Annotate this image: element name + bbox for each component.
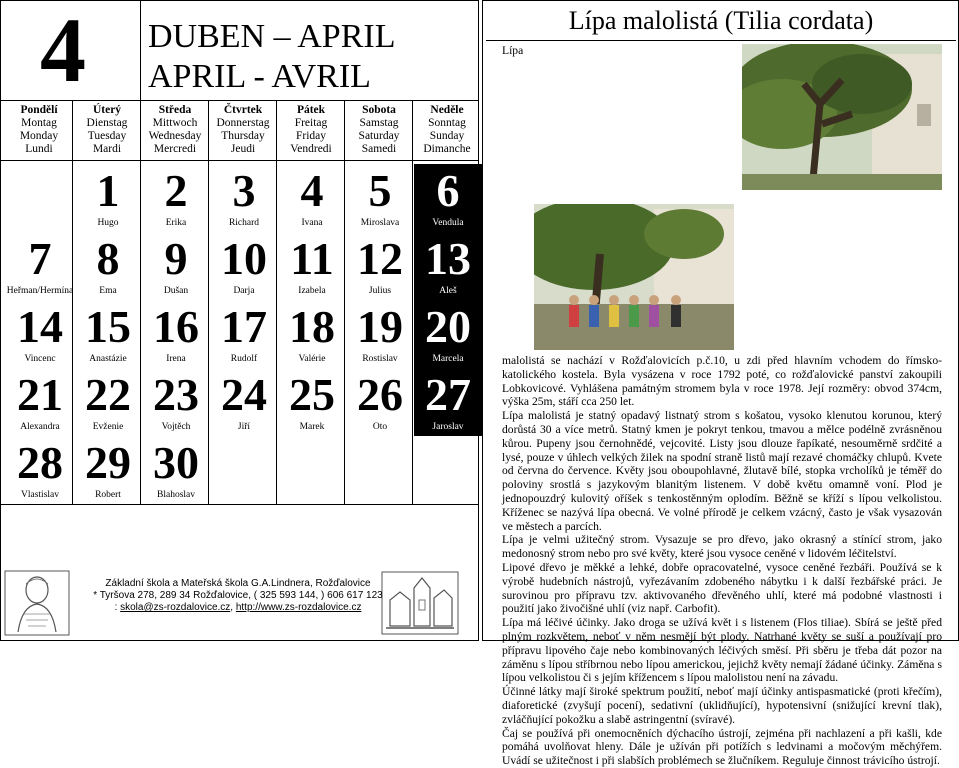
- day-number: 18: [289, 301, 335, 352]
- month-number: 4: [40, 0, 86, 101]
- day-number: 24: [221, 369, 267, 420]
- name-day: Hugo: [97, 218, 119, 228]
- name-day: Valérie: [298, 354, 326, 364]
- web-link[interactable]: http://www.zs-rozdalovice.cz: [235, 602, 362, 613]
- name-day: Darja: [233, 286, 255, 296]
- day-number: 2: [164, 165, 188, 216]
- day-number: 29: [85, 437, 131, 488]
- day-number: 5: [368, 165, 392, 216]
- article-frame: [482, 0, 959, 641]
- name-day: Robert: [95, 490, 121, 500]
- weekday-label-de: Freitag: [294, 117, 328, 129]
- day-number: 13: [425, 233, 471, 284]
- name-day: Miroslava: [360, 218, 400, 228]
- weekday-label-en: Saturday: [358, 130, 400, 142]
- weekday-label-fr: Vendredi: [290, 143, 332, 155]
- weekday-label-cz: Neděle: [430, 104, 464, 116]
- weekday-label-fr: Mardi: [92, 143, 122, 155]
- day-number: 15: [85, 301, 131, 352]
- weekday-label-de: Donnerstag: [216, 117, 270, 129]
- article-paragraph: Lípa malolistá se nachází v Rožďalovicích p.č.10, u zdi před hlavním vchodem do římsko-katolického kostela. Byla vysázena v roce 1792 poté, co rožďalovické panství zakoupili Lobkovicové. Vyhlášena památným stromem byla v roce 1978. Její rozměry: obvod 374cm, výška 25m, stáří cca 250 let.: [502, 44, 942, 409]
- day-number: 23: [153, 369, 199, 420]
- name-day: Rudolf: [230, 354, 258, 364]
- name-day: Vojtěch: [161, 422, 191, 432]
- name-day: Oto: [372, 422, 388, 432]
- weekday-label-fr: Mercredi: [153, 143, 197, 155]
- weekday-label-en: Sunday: [429, 130, 465, 142]
- article-paragraph: Lípa má léčivé účinky. Jako droga se užívá květ i s listenem (Flos tiliae). Sbírá se ještě před plným rozkvětem, neboť v něm nesmějí být plody. Natrhané květy se suší a používají pro přípravu lipového čaje nebo kombinovaných léčivých směsí. Při sběru je třeba dát pozor na záměnu s lípou stříbrnou nebo lípou americkou, jejichž květy nemají žádané účinky. Záměna s lípou velkolistou či s jejím křížencem s lípou malolistou není na závadu.: [502, 616, 942, 685]
- name-day: Anastázie: [89, 354, 127, 364]
- name-day: Julius: [368, 286, 392, 296]
- day-number: 10: [221, 233, 267, 284]
- day-number: 9: [164, 233, 188, 284]
- contact-prefix: :: [114, 602, 118, 613]
- day-number: 25: [289, 369, 335, 420]
- day-number: 12: [357, 233, 403, 284]
- name-day: Ema: [99, 286, 117, 296]
- name-day: Alexandra: [20, 422, 60, 432]
- day-number: 1: [96, 165, 120, 216]
- day-number: 16: [153, 301, 199, 352]
- day-number: 7: [28, 233, 52, 284]
- article-paragraph: Účinné látky mají široké spektrum použití, neboť mají účinky antispasmatické (proti křečím), diaforetické (zvyšují pocení), sedativní (uklidňující), hypotensivní (snižující krevní tlak), zvláčňující pokožku a slabě astringentní (svíravé).: [502, 685, 942, 726]
- day-number: 19: [357, 301, 403, 352]
- day-number: 20: [425, 301, 471, 352]
- article-paragraph: Lipové dřevo je měkké a lehké, dobře opracovatelné, vysoce ceněné řezbáři. Používá se k výrobě hudebních nástrojů, vyřezávaním zdobeného nábytku i k další řezbářské práci. Je surovinou pro přípravu tzv. aktivovaného dřevěného uhlí, které má podobné vlastnosti i použití jako živočišné uhlí (viz např. Carbofit).: [502, 560, 942, 616]
- day-number: 3: [232, 165, 256, 216]
- contact-separator: ,: [230, 602, 234, 613]
- name-day: Marcela: [432, 354, 464, 364]
- name-day: Rostislav: [362, 354, 398, 364]
- name-day: Marek: [299, 422, 325, 432]
- weekday-label-fr: Samedi: [361, 143, 397, 155]
- weekday-label-cz: Středa: [158, 104, 192, 116]
- day-number: 30: [153, 437, 199, 488]
- name-day: Vendula: [432, 218, 464, 228]
- month-title-1: DUBEN – APRIL: [148, 18, 396, 55]
- name-day: Richard: [228, 218, 260, 228]
- day-number: 6: [436, 165, 460, 216]
- school-name: Základní škola a Mateřská škola G.A.Lindnera, Rožďalovice: [105, 578, 371, 589]
- article-title: Lípa malolistá (Tilia cordata): [568, 6, 874, 35]
- weekday-label-en: Monday: [19, 130, 59, 142]
- article-paragraph: Lípa je velmi užitečný strom. Vysazuje se pro dřevo, jako okrasný a stínící strom, jako medonosný strom nebo pro své květy, které jsou vysoce ceněné v lidovém léčitelství.: [502, 533, 942, 561]
- name-day: Izabela: [298, 286, 326, 296]
- weekday-label-en: Thursday: [221, 130, 265, 142]
- name-day: Aleš: [439, 286, 457, 296]
- day-number: 22: [85, 369, 131, 420]
- weekday-label-en: Tuesday: [87, 130, 127, 142]
- day-number: 26: [357, 369, 403, 420]
- name-day: Erika: [165, 218, 187, 228]
- name-day: Vlastislav: [21, 490, 59, 500]
- email-link[interactable]: skola@zs-rozdalovice.cz: [120, 602, 231, 613]
- name-day: Ivana: [301, 218, 323, 228]
- day-number: 8: [96, 233, 120, 284]
- weekday-label-de: Montag: [21, 117, 57, 129]
- day-number: 27: [425, 369, 471, 420]
- weekday-label-en: Friday: [295, 130, 327, 142]
- weekday-label-cz: Čtvrtek: [223, 104, 263, 116]
- day-number: 14: [17, 301, 63, 352]
- school-address: * Tyršova 278, 289 34 Rožďalovice, ( 325 593 144, ) 606 617 123: [93, 590, 383, 601]
- name-day: Dušan: [163, 286, 189, 296]
- name-day: Vincenc: [24, 354, 56, 364]
- month-title-2: APRIL - AVRIL: [148, 58, 371, 95]
- weekday-label-cz: Sobota: [362, 104, 396, 116]
- article-paragraph: Čaj se používá při onemocněních dýchacího ústrojí, zejména při nachlazení a při kašli, kde pomáhá uvolňovat hleny. Dále je užíván při potížích s ledvinami a močovým měchýřem. Uvádí se užitečnost i při slabších problémech se žlučníkem. Reguluje činnost trávicího ústrojí.: [502, 726, 942, 768]
- name-day: Irena: [166, 354, 186, 364]
- weekday-label-en: Wednesday: [148, 130, 202, 142]
- weekday-label-cz: Úterý: [92, 104, 122, 116]
- weekday-label-de: Samstag: [359, 117, 399, 129]
- name-day: Heřman/Hermína: [6, 286, 74, 296]
- name-day: Jaroslav: [432, 422, 464, 432]
- weekday-label-de: Sonntag: [428, 117, 466, 129]
- day-number: 28: [17, 437, 63, 488]
- weekday-label-fr: Lundi: [25, 143, 53, 155]
- weekday-label-de: Dienstag: [86, 117, 128, 129]
- day-number: 11: [290, 233, 334, 284]
- weekday-label-de: Mittwoch: [152, 117, 198, 129]
- article-paragraph: Lípa malolistá je statný opadavý listnatý strom s košatou, vysoko klenutou korunou, který dorůstá 30 a více metrů. Statný kmen je pokryt tenkou, tmavou a mělce podélně zvrásněnou kůrou. Pupeny jsou černohnědé, vejcovité. Listy jsou dlouze řapíkaté, nesouměrně srdčité a lysé, pouze v úhlech velkých žilek na spodní straně listů mají rezavé chomáčky chlupů. Kvete od června do července. Květy jsou oboupohlavné, žlutavě bílé, stopka vrcholíků je téměř do poloviny srostlá s jazykovým blanitým listenem. V době květu omamně voní. Plod je jednopouzdrý kulovitý oříšek s tenkostěnným oplodím. Běžně se kříží s lípou velkolistou. Kříženec se nazývá lípa obecná. Ve volné přírodě je celkem vzácný, často je však vysazován ve městech a parcích.: [502, 409, 942, 533]
- name-day: Jiří: [237, 422, 251, 432]
- day-number: 17: [221, 301, 267, 352]
- weekday-label-fr: Jeudi: [230, 143, 256, 155]
- name-day: Evženie: [92, 422, 124, 432]
- name-day: Blahoslav: [157, 490, 195, 500]
- day-number: 4: [300, 165, 324, 216]
- day-number: 21: [17, 369, 63, 420]
- weekday-label-cz: Pondělí: [20, 104, 58, 116]
- weekday-label-cz: Pátek: [296, 104, 326, 116]
- calendar-frame: [0, 0, 479, 641]
- weekday-label-fr: Dimanche: [423, 143, 471, 155]
